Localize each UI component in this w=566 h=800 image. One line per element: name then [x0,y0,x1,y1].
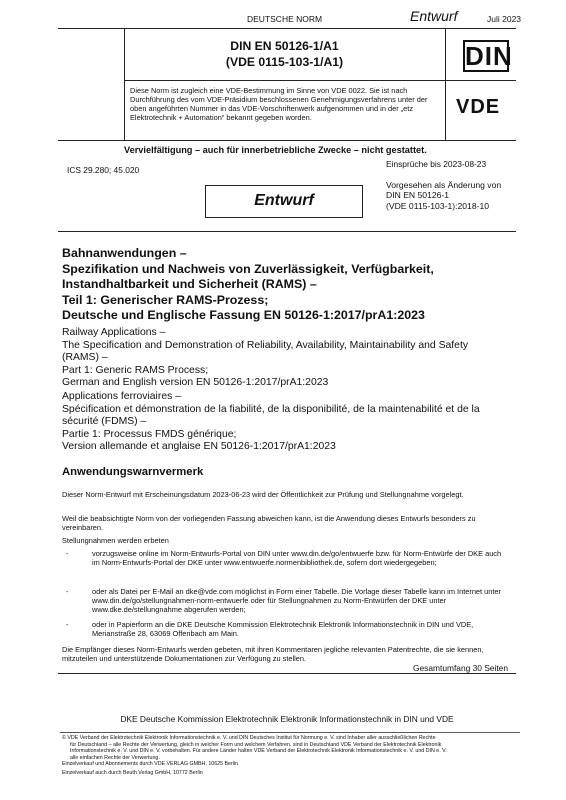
amendment-line: (VDE 0115-103-1):2018-10 [386,200,490,211]
divider [445,28,446,140]
title-line: Bahnanwendungen – [62,246,187,260]
title-line: (RAMS) – [62,352,108,364]
title-line: Deutsche und Englische Fassung EN 50126-1:2017/prA1:2023 [62,308,425,323]
title-german [62,246,522,324]
warning-paragraph: Die Empfänger dieses Norm-Entwurfs werden gebeten, mit ihren Kommentaren jegliche relevanten Patentrechte, die sie kennen, mitzuteilen und unterstützende Dokumentationen zur Verfügung zu stellen. [62,645,484,664]
copy-notice: Vervielfältigung – auch für innerbetriebliche Zwecke – nicht gestattet. [124,145,427,155]
warning-paragraph: Dieser Norm-Entwurf mit Erscheinungsdatum 2023-06-23 wird der Öffentlichkeit zur Prüfung und Stellungnahme vorgelegt. [62,490,464,499]
copyright-notice [62,735,532,776]
copyright-line: für Deutschland – alle Rechte der Verwertung, gleich in welcher Form und welchem Verfahren, sind in Deutschland VDE Verband der Elektrotechnik Elektronik [70,741,442,748]
title-line: sécurité (FDMS) – [62,416,147,428]
amendment-line: DIN EN 50126-1 [386,190,450,201]
title-english [62,327,532,390]
draft-status: Entwurf [410,8,458,24]
issue-date: Juli 2023 [487,14,522,24]
divider [58,231,516,232]
title-line: Spécification et démonstration de la fiabilité, de la disponibilité, de la maintenabilité et de la [62,403,480,415]
list-item: oder in Papierform an die DKE Deutsche Kommission Elektrotechnik Elektronik Informationstechnik in DIN und VDE, Merianstraße 28, 63069 Offenbach am Main. [92,620,474,639]
title-line: Part 1: Generic RAMS Process; [62,364,209,376]
sales-line: Einzelverkauf und Abonnements durch VDE VERLAG GMBH, 10625 Berlin [62,761,239,767]
title-line: Teil 1: Generischer RAMS-Prozess; [62,292,269,307]
norm-type: DEUTSCHE NORM [247,14,323,24]
doc-number: DIN EN 50126-1/A1 [230,39,339,53]
title-line: Railway Applications – [62,327,166,338]
doc-number-vde: (VDE 0115-103-1/A1) [225,55,344,69]
bullet-dash: - [66,620,69,629]
copyright-line: alle einfachen Rechte der Verwertung. [70,754,160,761]
divider [60,732,520,733]
list-item: vorzugsweise online im Norm-Entwurfs-Portal von DIN unter www.din.de/go/entwuerfe bzw. für Norm-Entwürfe der DKE auch im Norm-Entwurfs-Portal der DKE unter www.entwuerfe.normenbibliothek.de, sofern dort wiedergegeben; [92,549,502,568]
title-french [62,391,532,454]
copyright-line: Informationstechnik e. V. und DIN e. V. vorbehalten. Für andere Länder halten VDE Verband der Elektrotechnik Elektronik Informationstechnik e. V. und DIN e. V. [70,748,447,754]
bullet-dash: - [66,549,69,558]
bullet-dash: - [66,587,69,596]
vde-notice: Diese Norm ist zugleich eine VDE-Bestimmung im Sinne von VDE 0022. Sie ist nach Durchführung des vom VDE-Präsidium beschlossenen Genehmigungsverfahrens unter der oben angeführten Nummer in das VDE-Vorschriftenwerk aufgenommen und in der „etz Elektrotechnik + Automation“ bekannt gegeben worden. [130,86,428,122]
divider [58,673,516,674]
amendment-line: Vorgesehen als Änderung von [386,180,502,190]
vde-logo: VDE [456,96,501,118]
copyright-line: © VDE Verband der Elektrotechnik Elektronik Informationstechnik e. V. und DIN Deutsches Institut für Normung e. V. sind Inhaber aller ausschließlichen Rechte [62,735,436,741]
total-pages: Gesamtumfang 30 Seiten [413,663,508,673]
dke-footer: DKE Deutsche Kommission Elektrotechnik Elektronik Informationstechnik in DIN und VDE [120,714,454,724]
din-logo: DIN [465,41,513,71]
divider [124,80,516,81]
warning-paragraph: Weil die beabsichtigte Norm von der vorliegenden Fassung abweichen kann, ist die Anwendung dieses Entwurfs besonders zu vereinbaren. [62,514,476,533]
objections-deadline: Einsprüche bis 2023-08-23 [386,159,487,169]
list-item: oder als Datei per E-Mail an dke@vde.com möglichst in Form einer Tabelle. Die Vorlage dieser Tabelle kann im Internet unter www.din.de/go/stellungnahmen-norm-entwuerfe oder für Stellungnahmen zu Norm-Entwürfen der DKE unter www.dke.de/stellungnahme abgerufen werden; [92,587,501,615]
divider [58,140,516,141]
title-line: Version allemande et anglaise EN 50126-1:2017/prA1:2023 [62,441,336,453]
title-line: The Specification and Demonstration of Reliability, Availability, Maintainability and Safety [62,339,469,351]
sales-line: Einzelverkauf auch durch Beuth Verlag GmbH, 10772 Berlin [62,769,203,776]
title-line: Spezifikation und Nachweis von Zuverlässigkeit, Verfügbarkeit, [62,261,434,276]
title-line: Partie 1: Processus FMDS générique; [62,428,237,440]
warning-paragraph: Stellungnahmen werden erbeten [62,536,169,545]
draft-box: Entwurf [205,185,363,218]
title-line: Instandhaltbarkeit und Sicherheit (RAMS) – [62,277,317,292]
warning-heading: Anwendungswarnvermerk [62,466,204,478]
ics-code: ICS 29.280; 45.020 [67,165,140,175]
title-line: Applications ferroviaires – [62,391,181,402]
divider [58,28,516,29]
title-line: German and English version EN 50126-1:2017/prA1:2023 [62,377,329,389]
amendment-info [386,180,501,211]
